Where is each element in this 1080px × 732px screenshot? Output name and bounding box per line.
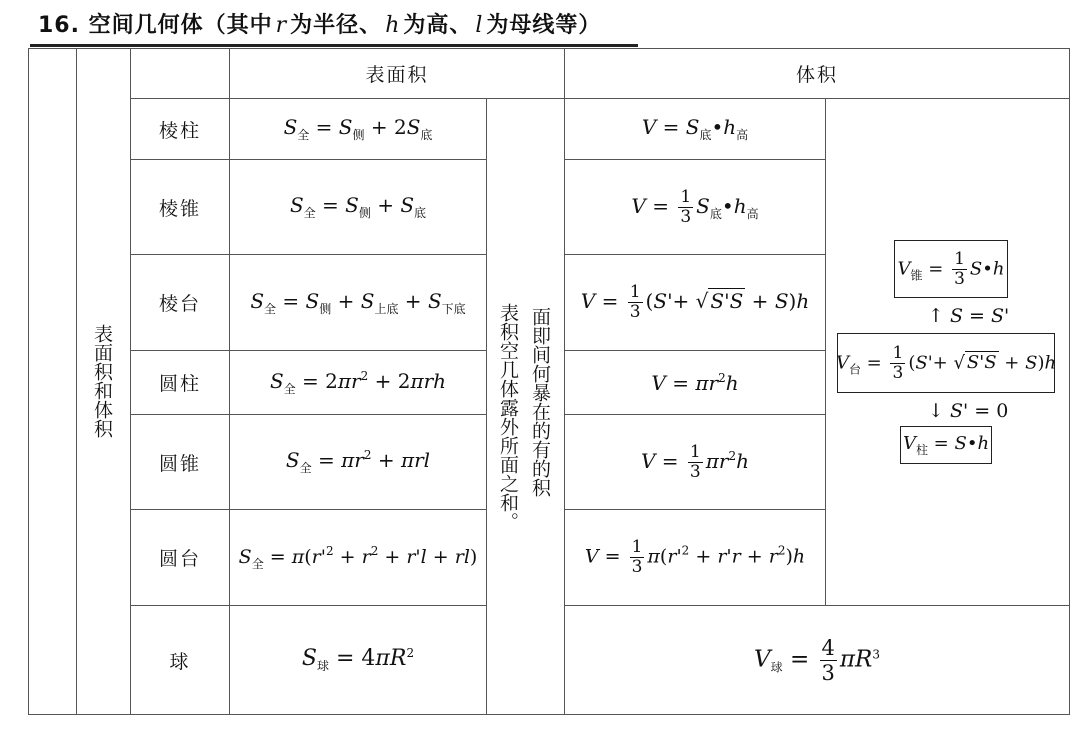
grid-line	[76, 48, 77, 715]
arrow-down-icon: ↓	[928, 400, 944, 422]
surface-formula-prism: $S_全 = S_侧 + 2S_底$	[283, 115, 433, 142]
heading-underline	[30, 44, 638, 47]
section-heading	[38, 6, 601, 46]
volume-formula-sphere: $V_球$ = $\frac{4}{3}$ $\pi R^3$	[754, 635, 880, 685]
heading-prefix: 16. 空间几何体（其中	[38, 13, 273, 38]
row-name: 圆台	[158, 548, 201, 570]
volume-formula-cone: V = $\frac{1}{3}$ $\pi r^2h$	[640, 441, 749, 482]
middle-note-left-column: 表积空几体露外所面之和。	[497, 303, 519, 531]
heading-var-h: h	[385, 13, 401, 38]
header-volume: 体积	[795, 64, 838, 86]
cylinder-volume-box: $V_柱$ = S•h	[900, 426, 992, 464]
volume-formula-prism: $V = S_底•h_高$	[641, 115, 749, 142]
arrow-up-icon: ↑	[928, 305, 944, 327]
heading-var-r: r	[275, 13, 288, 38]
surface-formula-pyramid: $S_全 = S_侧 + S_底$	[289, 193, 427, 220]
heading-mid1: 为半径、	[290, 13, 383, 38]
grid-line	[486, 98, 487, 715]
cone-volume-box: $V_锥$ = $\frac{1}{3}$ S•h	[894, 240, 1008, 298]
grid-line	[1069, 48, 1070, 715]
surface-formula-cylinder: $S_全 = 2\pi r^2 + 2\pi rh$	[269, 368, 447, 396]
row-name: 棱台	[158, 293, 201, 315]
volume-formula-cylinder: $V = \pi r^2h$	[651, 370, 739, 395]
surface-formula-cone: $S_全 = \pi r^2 + \pi rl$	[285, 448, 431, 475]
volume-formula-truncated-cone: V = $\frac{1}{3}$ $\pi(r'^2 + r'r + r^2)h$	[584, 537, 806, 577]
row-name: 圆柱	[158, 373, 201, 395]
surface-formula-sphere: $S_球 = 4\pi R^2$	[301, 646, 415, 673]
surface-formula-frustum: $S_全 = S_侧 + S_{上底} + S_{下底}$	[250, 288, 466, 316]
row-name: 圆锥	[158, 452, 201, 475]
grid-line	[28, 48, 29, 715]
row-name: 棱柱	[158, 119, 201, 142]
heading-var-l: l	[475, 13, 484, 38]
heading-mid2: 为高、	[403, 13, 473, 38]
grid-line	[28, 714, 1070, 715]
grid-line	[825, 98, 826, 606]
row-name: 棱锥	[158, 197, 201, 220]
header-surface-area: 表面积	[365, 64, 429, 86]
frustum-volume-box: $V_台$ = $\frac{1}{3}$ (S'+ √ S'S + S)h	[837, 333, 1055, 393]
middle-note-right-column: 面即间何暴在的有的积	[529, 307, 551, 497]
volume-formula-pyramid: V = $\frac{1}{3}$ $S_底•h_高$	[631, 186, 759, 227]
surface-formula-truncated-cone: $S_全 = \pi(r'^2 + r^2 + r'l + rl)$	[238, 543, 478, 571]
heading-suffix: 为母线等）	[486, 13, 602, 38]
arrow-up-relation: ↑ S = S'	[928, 305, 1010, 327]
arrow-down-relation: ↓ S' = 0	[928, 400, 1009, 422]
row-name: 球	[169, 650, 191, 673]
side-label: 表面积和体积	[91, 324, 113, 438]
volume-formula-frustum: V = $\frac{1}{3}$ (S'+ √ S'S + S)h	[580, 282, 810, 322]
